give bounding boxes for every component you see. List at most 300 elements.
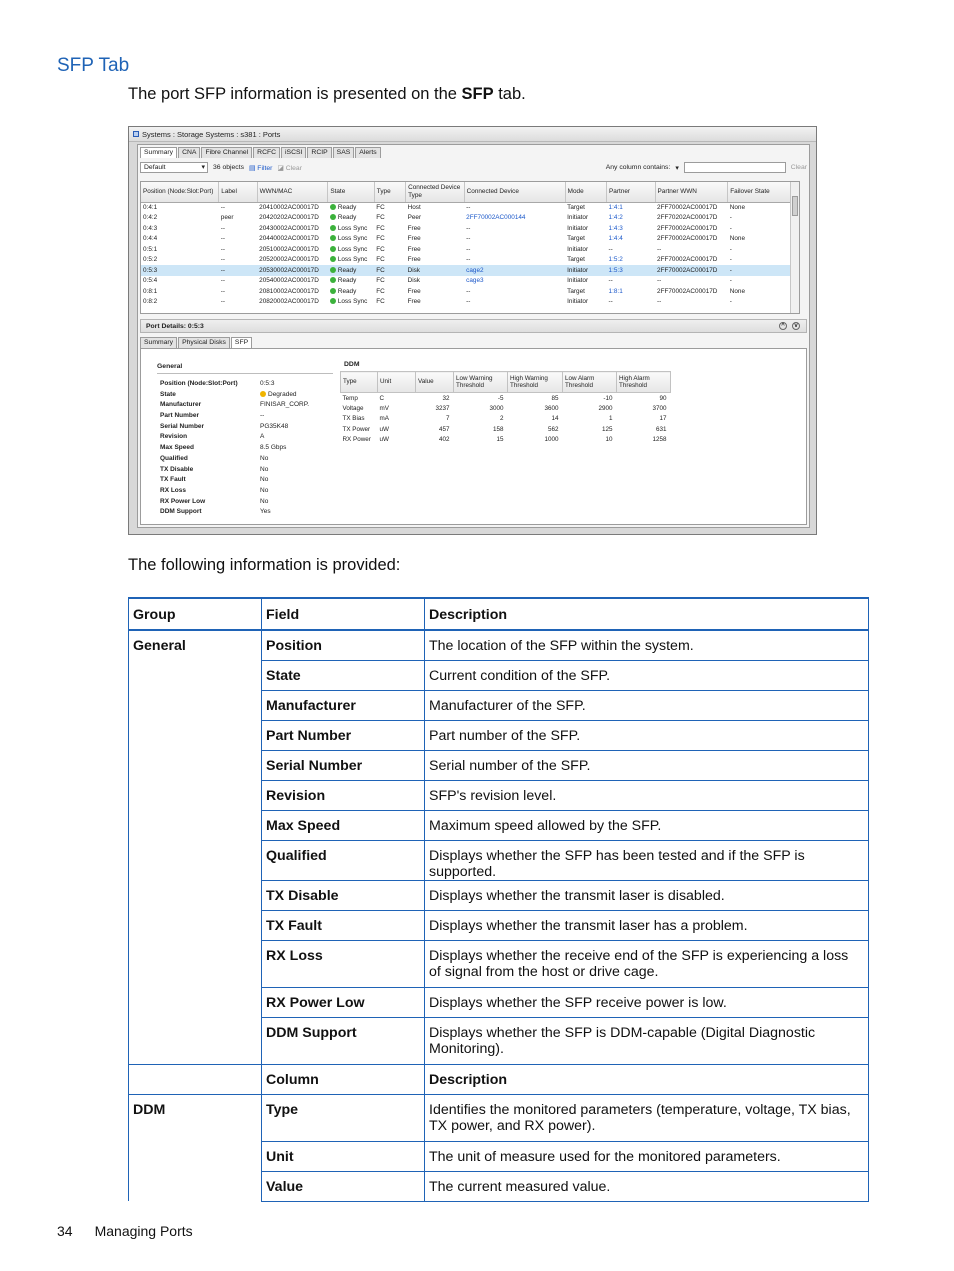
general-value-text: -- (260, 412, 265, 420)
grid-cell (374, 234, 405, 245)
grid-cell (464, 202, 565, 213)
field-cell: RX Power Low (262, 987, 425, 1017)
cell-value: - (729, 277, 732, 285)
grid-column-header[interactable]: State (328, 182, 374, 202)
grid-column-header[interactable]: Mode (565, 182, 606, 202)
ddm-column-header: High Warning Threshold (508, 372, 563, 393)
cell-value: 20430002AC00017D (259, 224, 319, 232)
info-row (129, 987, 869, 1017)
grid-cell (406, 255, 465, 266)
table-row[interactable] (141, 202, 799, 213)
grid-cell (219, 223, 257, 234)
cell-value: -- (466, 245, 471, 253)
grid-cell (141, 234, 219, 245)
field-cell: Part Number (262, 720, 425, 750)
grid-cell (257, 265, 328, 276)
field-cell: TX Disable (262, 880, 425, 910)
ddm-cell: Temp (342, 394, 358, 402)
grid-cell (607, 202, 655, 213)
cell-value: -- (466, 235, 471, 243)
grid-cell (219, 234, 257, 245)
sfp-info-table (128, 597, 869, 1202)
cell-value: FC (376, 277, 385, 285)
cell-value: Free (407, 298, 421, 306)
chevron-down-icon[interactable]: ▾ (675, 164, 679, 172)
cell-value: 1:5:2 (608, 256, 623, 264)
cell-value: 2FF70202AC00017D (657, 214, 718, 222)
table-row[interactable] (141, 297, 799, 308)
info-row (129, 1171, 869, 1201)
tab-iscsi[interactable]: iSCSI (281, 147, 306, 158)
group-cell (129, 750, 262, 780)
view-select[interactable]: Default ▾ (140, 162, 208, 173)
grid-cell (406, 276, 465, 287)
info-subheader-row (129, 1064, 869, 1094)
cell-value: 20510002AC00017D (259, 245, 319, 253)
grid-cell (257, 255, 328, 266)
cell-value: -- (220, 256, 226, 264)
table-row[interactable] (141, 276, 799, 287)
cell-value: 1:4:4 (608, 235, 623, 243)
field-cell: Qualified (262, 840, 425, 880)
description-cell: Current condition of the SFP. (425, 660, 869, 690)
grid-cell (374, 213, 405, 224)
general-value (260, 455, 340, 466)
grid-cell (655, 265, 728, 276)
general-value (260, 476, 340, 487)
ports-toolbar (140, 161, 807, 174)
ddm-cell: mV (379, 404, 389, 412)
cell-value: Free (407, 245, 421, 253)
cell-value: None (729, 287, 746, 295)
cell-value: -- (220, 204, 226, 211)
detail-tab-sfp[interactable]: SFP (231, 337, 252, 348)
cell-value: Ready (337, 214, 357, 222)
grid-cell (257, 213, 328, 224)
cell-value: -- (220, 245, 226, 253)
info-row (129, 880, 869, 910)
description-cell: The location of the SFP within the system. (425, 630, 869, 660)
grid-cell (607, 234, 655, 245)
general-value-text: No (260, 497, 269, 505)
cell-value: Loss Sync (337, 256, 368, 264)
table-row[interactable] (141, 244, 799, 255)
grid-cell (728, 286, 799, 297)
cell-value: Ready (337, 204, 357, 211)
group-cell (129, 840, 262, 880)
info-row (129, 910, 869, 940)
grid-cell (257, 244, 328, 255)
filter-button[interactable]: ▤ Filter (248, 164, 273, 172)
grid-cell (406, 265, 465, 276)
general-value-text: Degraded (268, 390, 297, 398)
cell-value: FC (376, 298, 385, 306)
tab-alerts[interactable]: Alerts (355, 147, 380, 158)
general-key: State (160, 390, 176, 398)
cell-value: 0:5:2 (143, 256, 158, 264)
cell-value: Host (407, 204, 421, 211)
general-divider (157, 373, 333, 374)
ddm-cell: uW (379, 436, 389, 444)
description-cell: Maximum speed allowed by the SFP. (425, 810, 869, 840)
info-row (129, 840, 869, 880)
status-dot-icon (330, 288, 336, 294)
grid-cell (406, 244, 465, 255)
cell-value: None (729, 235, 746, 243)
cell-value: -- (220, 298, 226, 306)
group-cell (129, 940, 262, 987)
cell-value: -- (466, 287, 471, 295)
cell-value: 2FF70002AC000144 (466, 214, 526, 222)
field-cell: Manufacturer (262, 690, 425, 720)
grid-cell (257, 223, 328, 234)
tab-fibre-channel[interactable]: Fibre Channel (201, 147, 252, 158)
grid-cell (565, 244, 606, 255)
warning-icon (260, 391, 266, 397)
grid-cell (141, 223, 219, 234)
object-count: 36 objects (213, 164, 244, 171)
cell-value: -- (466, 298, 471, 306)
info-row (129, 1141, 869, 1171)
cell-value: Initiator (567, 277, 589, 285)
grid-cell (655, 286, 728, 297)
cell-value: 20540002AC00017D (259, 277, 319, 285)
description-cell: Displays whether the SFP is DDM-capable (Digital Diagnostic Monitoring). (425, 1017, 869, 1064)
general-key: TX Fault (160, 476, 186, 484)
grid-cell (141, 297, 219, 308)
ddm-cell: 631 (655, 425, 667, 433)
detail-tab-physical-disks[interactable]: Physical Disks (178, 337, 230, 348)
cell-value: 20420202AC00017D (259, 214, 319, 222)
general-key: TX Disable (160, 465, 194, 473)
grid-cell (565, 223, 606, 234)
field-cell: RX Loss (262, 940, 425, 987)
ddm-column-header: High Alarm Threshold (617, 372, 671, 393)
ddm-cell: 3000 (489, 404, 504, 412)
table-row[interactable] (141, 213, 799, 224)
cell-value: -- (608, 298, 613, 306)
general-value (260, 433, 340, 444)
grid-cell (374, 255, 405, 266)
group-cell (129, 1171, 262, 1201)
general-value-text: Yes (260, 508, 271, 516)
clear-label: Clear (285, 164, 302, 172)
description-cell: Identifies the monitored parameters (temperature, voltage, TX bias, TX power, and RX power). (425, 1094, 869, 1141)
group-cell (129, 660, 262, 690)
info-row (129, 780, 869, 810)
grid-column-header[interactable]: Partner WWN (655, 182, 728, 202)
ddm-cell: 158 (492, 425, 504, 433)
general-key: Part Number (160, 412, 200, 420)
cell-value: FC (376, 256, 385, 264)
info-header-cell: Field (262, 598, 425, 630)
general-row (160, 401, 340, 412)
general-row (160, 444, 340, 455)
cell-value: Free (407, 235, 421, 243)
tab-rcip[interactable]: RCIP (307, 147, 331, 158)
grid-cell (565, 234, 606, 245)
clear-filter-button[interactable]: ◪ Clear (277, 164, 302, 172)
cell-value: 2FF70002AC00017D (657, 204, 718, 211)
status-dot-icon (330, 235, 336, 241)
grid-cell (607, 244, 655, 255)
general-row (160, 455, 340, 466)
grid-cell (655, 244, 728, 255)
cell-value: FC (376, 204, 385, 211)
grid-cell (219, 202, 257, 213)
description-cell: The unit of measure used for the monitored parameters. (425, 1141, 869, 1171)
ddm-column-header: Unit (378, 372, 416, 393)
grid-cell (607, 276, 655, 287)
grid-column-header[interactable]: Position (Node:Slot:Port) (141, 182, 219, 202)
grid-cell (406, 286, 465, 297)
grid-cell (464, 276, 565, 287)
cell-value: 0:5:3 (143, 266, 158, 274)
cell-value: -- (220, 235, 226, 243)
grid-cell (257, 297, 328, 308)
general-value (260, 487, 340, 498)
info-row (129, 810, 869, 840)
cell-value: peer (220, 214, 234, 222)
cell-value: FC (376, 245, 385, 253)
grid-cell (374, 223, 405, 234)
ddm-cell: 3237 (435, 404, 450, 412)
ddm-cell: 562 (547, 425, 559, 433)
cell-value: -- (220, 287, 226, 295)
cell-value: 0:5:1 (143, 245, 158, 253)
grid-cell (141, 213, 219, 224)
grid-cell (219, 276, 257, 287)
cell-value: Loss Sync (337, 235, 368, 243)
general-row (160, 476, 340, 487)
cell-value: -- (608, 245, 613, 253)
general-row (160, 508, 340, 519)
grid-cell (464, 255, 565, 266)
table-row[interactable] (141, 286, 799, 297)
general-list (160, 380, 340, 519)
grid-cell (728, 255, 799, 266)
tab-summary[interactable]: Summary (140, 147, 177, 158)
info-row (129, 1017, 869, 1064)
ddm-cell: -10 (603, 394, 613, 402)
general-value-text: A (260, 433, 265, 441)
tab-rcfc[interactable]: RCFC (253, 147, 280, 158)
cell-value: FC (376, 266, 385, 274)
description-cell: SFP's revision level. (425, 780, 869, 810)
general-value-text: No (260, 465, 269, 473)
cell-value: 0:4:2 (143, 214, 158, 222)
grid-cell (607, 265, 655, 276)
general-value-text: PG35K48 (260, 422, 289, 430)
expand-icon[interactable]: v (792, 322, 800, 330)
general-value (260, 444, 340, 455)
field-cell: Serial Number (262, 750, 425, 780)
info-header-row (129, 598, 869, 630)
section-heading: SFP Tab (57, 55, 130, 76)
grid-cell (219, 244, 257, 255)
grid-cell (328, 297, 374, 308)
cell-value: Disk (407, 266, 421, 274)
grid-column-header[interactable]: Failover State (728, 182, 799, 202)
grid-cell (607, 223, 655, 234)
general-value (260, 380, 340, 391)
grid-cell (655, 202, 728, 213)
cell-value: 1:4:1 (608, 204, 623, 211)
description-cell: Displays whether the transmit laser has a problem. (425, 910, 869, 940)
ddm-column-header: Value (416, 372, 454, 393)
ddm-column-header: Low Alarm Threshold (563, 372, 617, 393)
ddm-cell: 10 (605, 436, 613, 444)
general-value-text: No (260, 486, 269, 494)
grid-cell (728, 265, 799, 276)
general-value (260, 391, 340, 402)
general-value (260, 423, 340, 434)
ddm-title: DDM (344, 361, 360, 368)
cell-value: 20520002AC00017D (259, 256, 319, 264)
grid-cell (565, 213, 606, 224)
group-cell (129, 880, 262, 910)
grid-cell (607, 286, 655, 297)
tab-cna[interactable]: CNA (178, 147, 200, 158)
group-cell (129, 1064, 262, 1094)
description-cell: Part number of the SFP. (425, 720, 869, 750)
cell-value: 1:5:3 (608, 266, 623, 274)
cell-value: 0:8:1 (143, 287, 158, 295)
cell-value: Initiator (567, 224, 589, 232)
grid-cell (607, 213, 655, 224)
cell-value: 1:4:3 (608, 224, 623, 232)
following-text: The following information is provided: (128, 556, 401, 574)
grid-column-header[interactable]: Partner (607, 182, 655, 202)
table-row[interactable] (141, 234, 799, 245)
info-row (129, 630, 869, 660)
grid-cell (141, 255, 219, 266)
cell-value: -- (220, 266, 226, 274)
table-row[interactable] (141, 265, 799, 276)
info-row (129, 750, 869, 780)
ddm-cell: Voltage (342, 404, 364, 412)
general-value-text: No (260, 476, 269, 484)
sfp-screenshot (128, 126, 817, 535)
cell-value: 2FF70002AC00017D (657, 287, 718, 295)
status-dot-icon (330, 225, 336, 231)
group-cell (129, 780, 262, 810)
general-value (260, 412, 340, 423)
cell-value: Initiator (567, 245, 589, 253)
info-row (129, 1094, 869, 1141)
grid-cell (728, 297, 799, 308)
status-dot-icon (330, 267, 336, 273)
ddm-cell: 14 (551, 415, 559, 423)
cell-value: 2FF70002AC00017D (657, 224, 718, 232)
cell-value: Ready (337, 277, 357, 285)
ddm-cell: 2 (499, 415, 504, 423)
grid-column-header[interactable]: Connected Device (464, 182, 565, 202)
grid-column-header[interactable]: Type (374, 182, 405, 202)
grid-cell (374, 265, 405, 276)
general-value-text: No (260, 454, 269, 462)
cell-value: Free (407, 224, 421, 232)
general-value-text: 0:5:3 (260, 380, 275, 387)
grid-cell (565, 286, 606, 297)
grid-cell (328, 213, 374, 224)
grid-cell (406, 223, 465, 234)
ddm-cell: 2900 (598, 404, 613, 412)
field-cell: Type (262, 1094, 425, 1141)
grid-column-header[interactable]: Connected Device Type (406, 182, 465, 202)
grid-column-header[interactable]: WWN/MAC (257, 182, 328, 202)
grid-cell (257, 202, 328, 213)
scroll-thumb[interactable] (792, 196, 798, 216)
cell-value: -- (466, 224, 471, 232)
ddm-cell: 402 (438, 436, 450, 444)
ddm-cell: 3600 (544, 404, 559, 412)
grid-cell (464, 223, 565, 234)
cell-value: -- (657, 245, 662, 253)
grid-cell (328, 202, 374, 213)
table-row[interactable] (141, 255, 799, 266)
grid-scrollbar[interactable] (790, 182, 799, 313)
group-cell (129, 1141, 262, 1171)
grid-column-header[interactable]: Label (219, 182, 257, 202)
grid-cell (141, 202, 219, 213)
grid-cell (328, 276, 374, 287)
general-row (160, 487, 340, 498)
general-key: Manufacturer (160, 401, 202, 409)
port-details-header (140, 319, 807, 333)
general-row (160, 391, 340, 402)
description-cell: Displays whether the receive end of the SFP is experiencing a loss of signal from the host or drive cage. (425, 940, 869, 987)
cell-value: - (729, 224, 732, 232)
cell-value: Peer (407, 214, 422, 222)
grid-cell (655, 213, 728, 224)
field-cell: Max Speed (262, 810, 425, 840)
systems-icon (133, 131, 139, 137)
grid-cell (464, 213, 565, 224)
cell-value: 20810002AC00017D (259, 287, 319, 295)
grid-cell (219, 255, 257, 266)
page-number: 34 (57, 1223, 73, 1239)
tab-sas[interactable]: SAS (333, 147, 355, 158)
cell-value: 0:4:3 (143, 224, 158, 232)
table-row[interactable] (141, 223, 799, 234)
grid-cell (406, 234, 465, 245)
intro-text: The port SFP information is presented on the (128, 85, 462, 103)
grid-cell (464, 244, 565, 255)
info-row (129, 660, 869, 690)
cell-value: - (729, 245, 732, 253)
ddm-cell: mA (379, 415, 389, 423)
info-row (129, 690, 869, 720)
cell-value: cage3 (466, 277, 484, 285)
collapse-icon[interactable]: ^ (779, 322, 787, 330)
ddm-row (341, 403, 671, 414)
ddm-row (341, 393, 671, 404)
cell-value: 1:8:1 (608, 287, 623, 295)
field-cell: DDM Support (262, 1017, 425, 1064)
clear-search-button[interactable]: Clear (790, 164, 807, 171)
detail-tab-summary[interactable]: Summary (140, 337, 177, 348)
grid-cell (728, 213, 799, 224)
search-input[interactable] (684, 162, 786, 173)
cell-value: 20820002AC00017D (259, 298, 319, 306)
grid-cell (655, 276, 728, 287)
general-key: RX Power Low (160, 497, 206, 505)
grid-cell (219, 265, 257, 276)
general-value (260, 498, 340, 509)
cell-value: FC (376, 224, 385, 232)
cell-value: cage2 (466, 266, 484, 274)
